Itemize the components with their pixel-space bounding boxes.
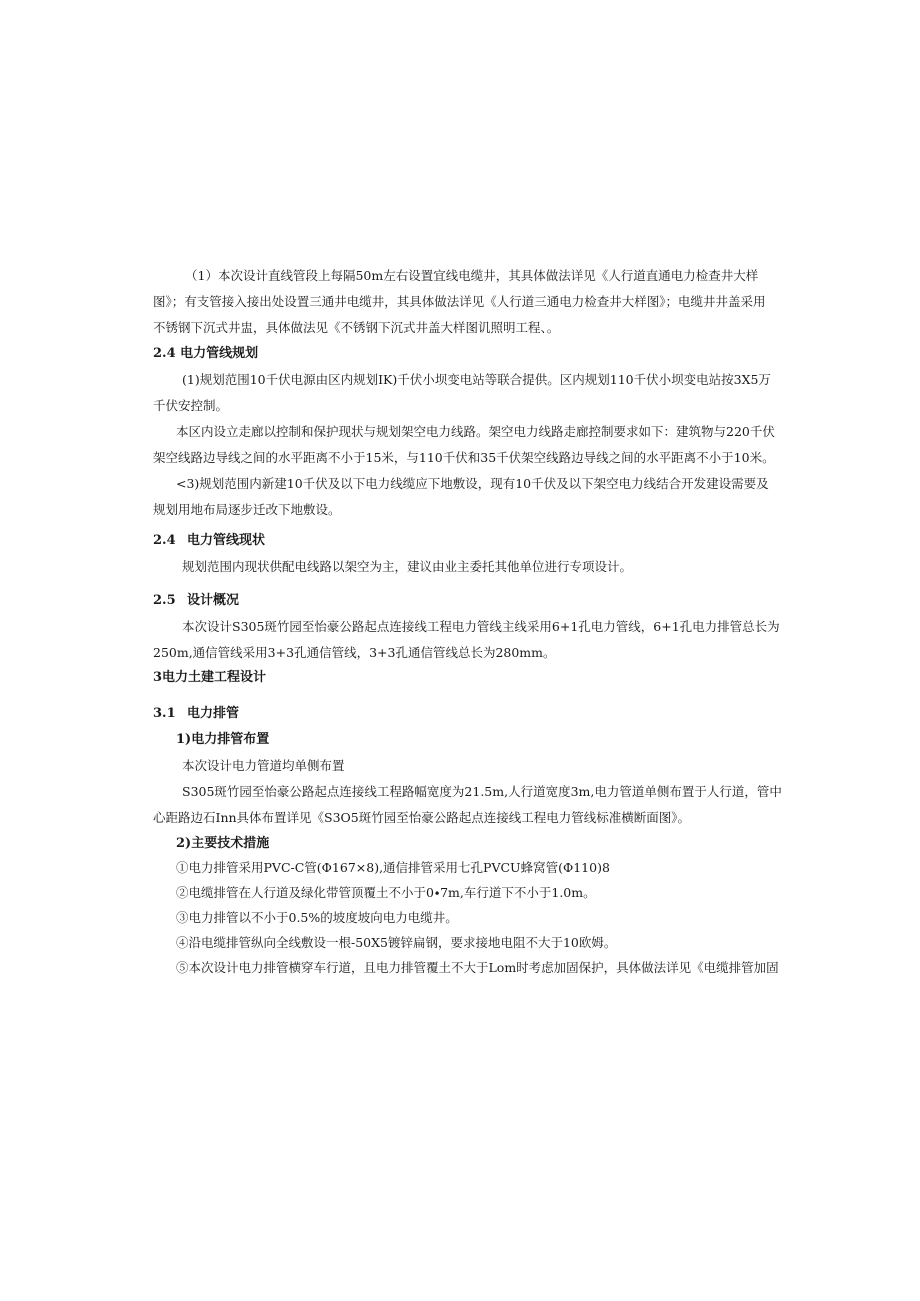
section-title: 电力管线现状	[187, 533, 266, 548]
section-title: 设计概况	[187, 593, 240, 608]
paragraph-line: 规划用地布局逐步迁改下地敷设。	[153, 502, 341, 517]
paragraph-line: 250m,通信管线采用3+3孔通信管线，3+3孔通信管线总长为280mm。	[153, 645, 556, 660]
section-heading-2-4-status	[153, 533, 265, 549]
section-title: 电力排管	[187, 706, 240, 721]
measure-item: ①电力排管采用PVC-C管(Φ167×8),通信排管采用七孔PVCU蜂窝管(Φ110)8	[176, 860, 610, 875]
subheading-layout: 1)电力排管布置	[176, 732, 270, 747]
chapter-heading-3: 3电力土建工程设计	[153, 670, 267, 685]
paragraph-line: 架空线路边导线之间的水平距离不小于15米，与110千伏和35千伏架空线路边导线之间的水平距离不小于10米。	[153, 450, 775, 465]
section-heading-2-5	[153, 593, 239, 609]
paragraph-line: 本次设计S305斑竹园至怡豪公路起点连接线工程电力管线主线采用6+1孔电力管线，6+1孔电力排管总长为	[182, 619, 780, 634]
section-heading-2-4-planning: 2.4 电力管线规划	[153, 346, 259, 361]
section-heading-3-1	[153, 706, 239, 722]
paragraph-line: 本次设计电力管道均单侧布置	[182, 758, 345, 773]
paragraph-line: （1）本次设计直线管段上每隔50m左右设置宜线电缆井，其具体做法详见《人行道直通电力检查井大样	[185, 268, 759, 283]
section-number: 2.4	[153, 533, 176, 548]
paragraph-line: 心距路边石Inn具体布置详见《S3O5斑竹园至怡豪公路起点连接线工程电力管线标准横断面图》。	[153, 810, 691, 825]
paragraph-line: 规划范围内现状供配电线路以架空为主，建议由业主委托其他单位进行专项设计。	[182, 559, 633, 574]
paragraph-line: 千伏安控制。	[153, 398, 229, 413]
paragraph-line: 不锈钢下沉式井盅，具体做法见《不锈钢下沉式井盖大样图讥照明工程、。	[153, 320, 560, 335]
measure-item: ②电缆排管在人行道及绿化带管顶覆土不小于0∙7m,车行道下不小于1.0m。	[176, 885, 596, 900]
paragraph-line: 本区内设立走廊以控制和保护现状与规划架空电力线路。架空电力线路走廊控制要求如下：建筑物与220千伏	[176, 424, 775, 439]
paragraph-line: <3)规划范围内新建10千伏及以下电力线缆应下地敷设，现有10千伏及以下架空电力线结合开发建设需要及	[176, 476, 769, 491]
measure-item: ③电力排管以不小于0.5%的坡度坡向电力电缆井。	[176, 910, 458, 925]
measure-item: ④沿电缆排管纵向全线敷设一根-50X5镀锌扁钢，要求接地电阻不大于10欧姆。	[176, 935, 617, 950]
paragraph-line: (1)规划范围10千伏电源由区内规划IK)千伏小坝变电站等联合提供。区内规划110千伏小坝变电站按3X5万	[182, 372, 771, 387]
section-number: 2.5	[153, 593, 176, 608]
subheading-measures: 2)主要技术措施	[176, 836, 270, 851]
section-number: 3.1	[153, 706, 176, 721]
measure-item: ⑤本次设计电力排管横穿车行道，且电力排管覆土不大于Lom时考虑加固保护，具体做法详见《电缆排管加固	[176, 960, 779, 975]
paragraph-line: 图》；有支管接入接出处设置三通井电缆井，其具体做法详见《人行道三通电力检查井大样图》；电缆井井盖采用	[153, 294, 766, 309]
paragraph-line: S305斑竹园至怡豪公路起点连接线工程路幅宽度为21.5m,人行道宽度3m,电力管道单侧布置于人行道，管中	[182, 784, 782, 799]
